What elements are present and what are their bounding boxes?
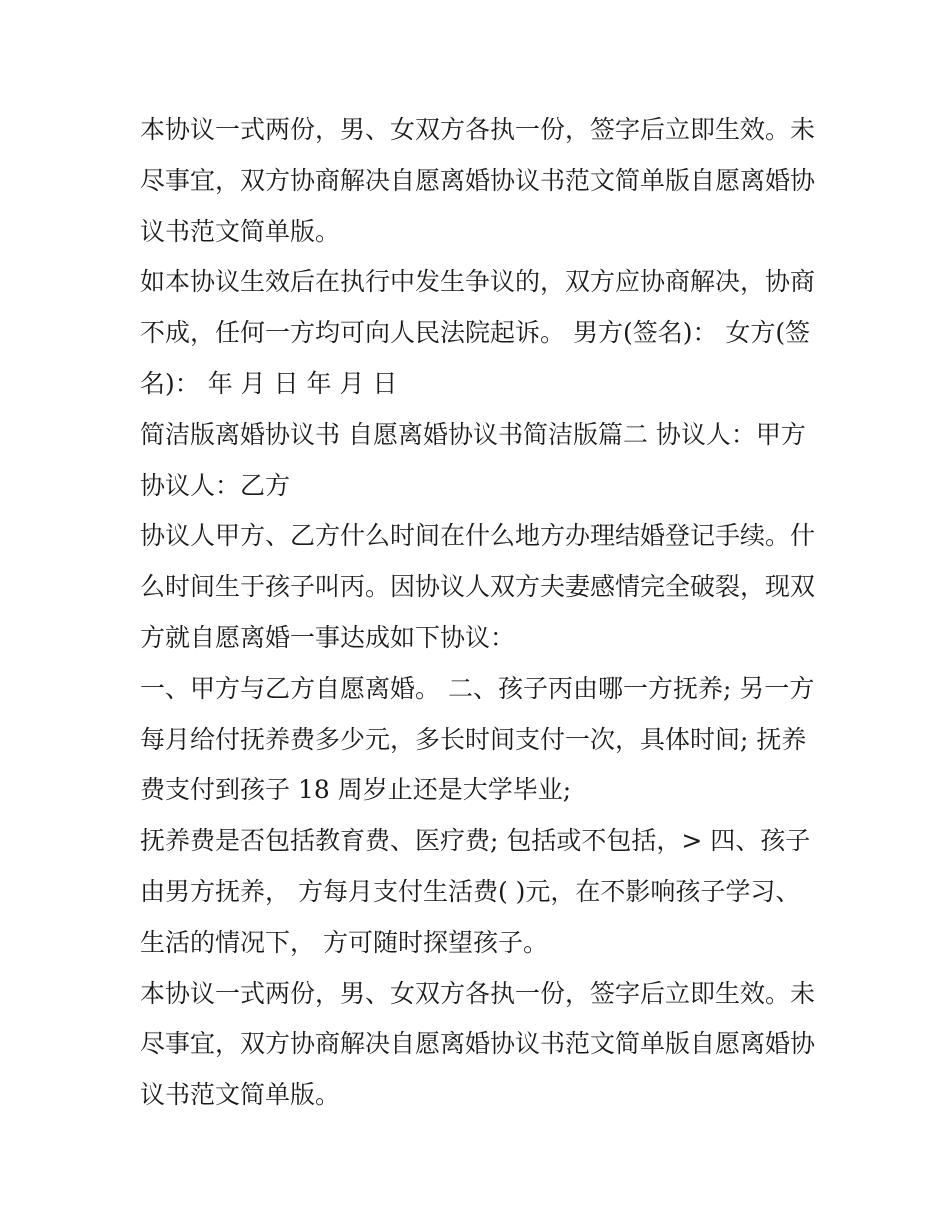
text-line: 么时间生于孩子叫丙。因协议人双方夫妻感情完全破裂，现双 xyxy=(140,572,816,602)
paragraph-3 xyxy=(140,410,820,512)
text-line: 本协议一式两份，男、女双方各执一份，签字后立即生效。未 xyxy=(140,978,816,1008)
text-line: 议书范文简单版。 xyxy=(140,216,341,246)
text-line: 议书范文简单版。 xyxy=(140,1080,341,1110)
text-line: 由男方抚养， 方每月支付生活费( )元，在不影响孩子学习、 xyxy=(140,876,801,906)
text-line: 名)： 年 月 日 年 月 日 xyxy=(140,368,398,398)
text-line: 一、甲方与乙方自愿离婚。 二、孩子丙由哪一方抚养; 另一方 xyxy=(140,673,815,703)
text-line: 如本协议生效后在执行中发生争议的，双方应协商解决，协商 xyxy=(140,267,816,297)
text-line: 方就自愿离婚一事达成如下协议： xyxy=(140,622,516,652)
text-line: 尽事宜，双方协商解决自愿离婚协议书范文简单版自愿离婚协 xyxy=(140,165,816,195)
text-line: 每月给付抚养费多少元，多长时间支付一次，具体时间; 抚养 xyxy=(140,724,807,754)
paragraph-6 xyxy=(140,816,820,968)
paragraph-2 xyxy=(140,257,820,409)
document-page xyxy=(140,105,820,1121)
text-line: 简洁版离婚协议书 自愿离婚协议书简洁版篇二 协议人：甲方 xyxy=(140,419,806,449)
text-line: 抚养费是否包括教育费、医疗费; 包括或不包括，> 四、孩子 xyxy=(140,826,811,856)
text-line: 费支付到孩子 18 周岁止还是大学毕业; xyxy=(140,775,572,805)
text-line: 本协议一式两份，男、女双方各执一份，签字后立即生效。未 xyxy=(140,115,816,144)
text-line: 协议人甲方、乙方什么时间在什么地方办理结婚登记手续。什 xyxy=(140,521,816,551)
text-line: 协议人：乙方 xyxy=(140,470,291,500)
paragraph-4 xyxy=(140,511,820,663)
paragraph-7 xyxy=(140,969,820,1121)
text-line: 生活的情况下， 方可随时探望孩子。 xyxy=(140,927,548,957)
paragraph-5 xyxy=(140,664,820,816)
text-line: 不成，任何一方均可向人民法院起诉。 男方(签名)： 女方(签 xyxy=(140,318,811,348)
paragraph-1 xyxy=(140,105,820,257)
text-line: 尽事宜，双方协商解决自愿离婚协议书范文简单版自愿离婚协 xyxy=(140,1029,816,1059)
